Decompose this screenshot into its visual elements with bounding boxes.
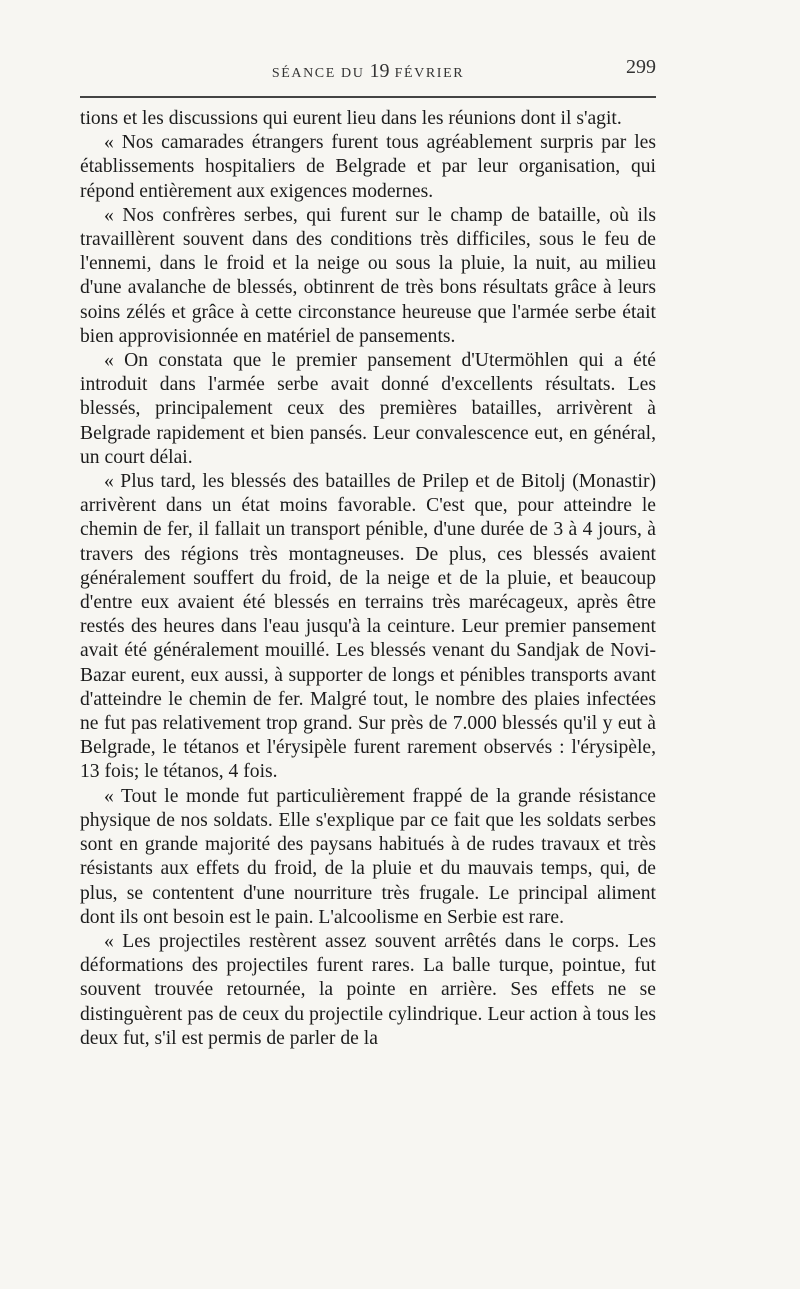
running-title — [80, 60, 656, 83]
running-title-pre: SÉANCE DU — [271, 66, 370, 81]
running-title-day: 19 — [369, 60, 390, 82]
paragraph-hospitals: « Nos camarades étrangers furent tous agréablement surpris par les établissements hospitaliers de Belgrade et par leur organisation, qui répond entièrement aux exigences modernes. — [80, 132, 656, 202]
body-text — [80, 107, 656, 1051]
running-head — [80, 54, 656, 84]
paragraph-resistance: « Tout le monde fut particulièrement frappé de la grande résistance physique de nos soldats. Elle s'explique par ce fait que les soldats serbes sont en grande majorité des paysans habitués à de rudes travaux et très résistants aux effets du froid, de la pluie et du mauvais temps, qui, de plus, se contentent d'une nourriture très frugale. Le principal aliment dont ils ont besoin est le pain. L'alcoolisme en Serbie est rare. — [80, 785, 656, 928]
paragraph-projectiles: « Les projectiles restèrent assez souvent arrêtés dans le corps. Les déformations des projectiles furent rares. La balle turque, pointue, fut souvent trouvée retournée, la pointe en arrière. Ses effets ne se distinguèrent pas de ceux du projectile cylindrique. Leur action à tous les deux fut, s'il est permis de parler de la — [80, 930, 656, 1049]
paragraph-later-wounded: « Plus tard, les blessés des batailles de Prilep et de Bitolj (Monastir) arrivèrent dans un état moins favorable. C'est que, pour atteindre le chemin de fer, il fallait un transport pénible, d'une durée de 3 à 4 jours, à travers des régions très montagneuses. De plus, ces blessés avaient généralement souffert du froid, de la neige et de la pluie, et beaucoup d'entre eux avaient été blessés en terrains très marécageux, après être restés des heures dans l'eau jusqu'à la ceinture. Leur premier pansement avait été généralement mouillé. Les blessés venant du Sandjak de Novi-Bazar eurent, eux aussi, à supporter de longs et pénibles transports avant d'atteindre le chemin de fer. Malgré tout, le nombre des plaies infectées ne fut pas relativement trop grand. Sur près de 7.000 blessés qu'il y eut à Belgrade, le tétanos et l'érysipèle furent rarement observés : l'érysipèle, 13 fois; le tétanos, 4 fois. — [80, 471, 656, 783]
page-number: 299 — [626, 56, 656, 78]
running-title-post: FÉVRIER — [389, 66, 465, 81]
paragraph-serbian-colleagues: « Nos confrères serbes, qui furent sur le champ de bataille, où ils travaillèrent souvent dans des conditions très difficiles, sous le feu de l'ennemi, dans le froid et la neige ou sous la pluie, la nuit, au milieu d'une avalanche de blessés, obtinrent de très bons résultats grâce à leurs soins zélés et grâce à cette circonstance heureuse que l'armée serbe était bien approvisionnée en matériel de pansements. — [80, 204, 656, 347]
paragraph-continued: tions et les discussions qui eurent lieu dans les réunions dont il s'agit. — [80, 108, 622, 129]
header-rule — [80, 96, 656, 98]
paragraph-first-dressing: « On constata que le premier pansement d'Utermöhlen qui a été introduit dans l'armée serbe avait donné d'excellents résultats. Les blessés, principalement ceux des premières batailles, arrivèrent à Belgrade rapidement et bien pansés. Leur convalescence eut, en général, un court délai. — [80, 350, 656, 468]
